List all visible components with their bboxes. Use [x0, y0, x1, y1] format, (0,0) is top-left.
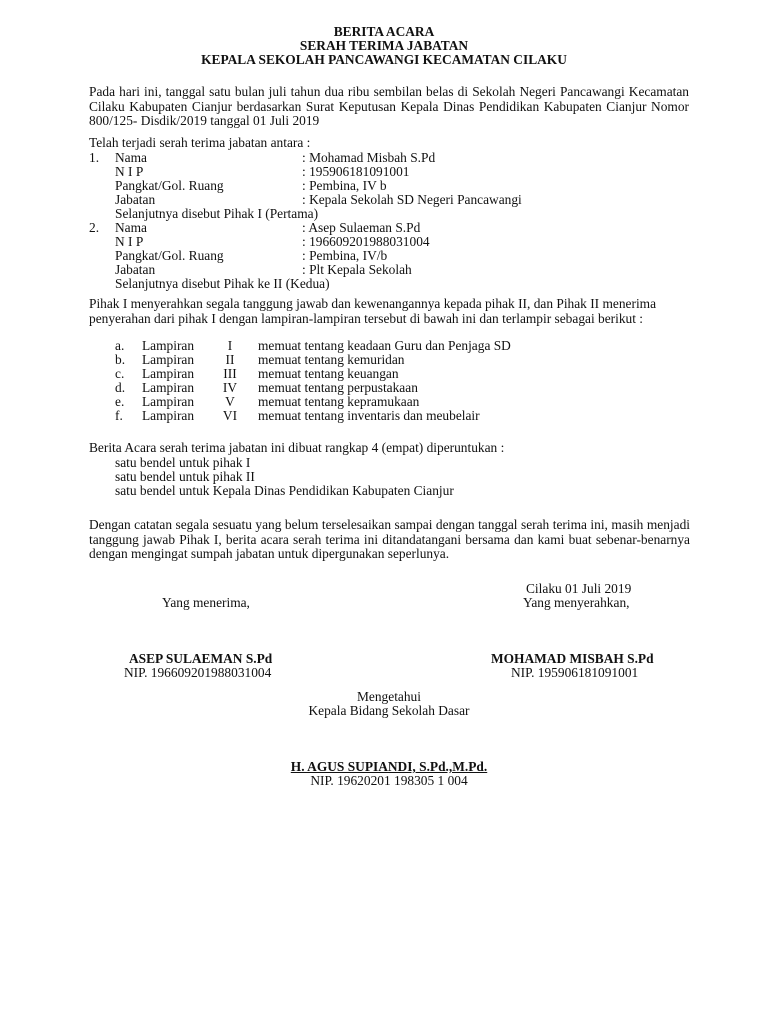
- party2-pangkat-value: : Pembina, IV/b: [302, 248, 388, 263]
- party1-nip-value: : 195906181091001: [302, 164, 410, 179]
- attachment-desc: memuat tentang keuangan: [258, 366, 399, 381]
- giver-name: MOHAMAD MISBAH S.Pd: [491, 651, 654, 666]
- acknowledge-label: Mengetahui: [357, 689, 421, 704]
- party2-nama-value: : Asep Sulaeman S.Pd: [302, 220, 421, 235]
- closing-paragraph: Dengan catatan segala sesuatu yang belum terselesaikan sampai dengan tanggal serah terima ini, masih menjadi tanggung jawab Pihak I, berita acara serah terima ini ditandatangani bersama dan kami buat sebenar-benarnya dengan mengingat sumpah jabatan untuk dipergunakan seperlunya.: [89, 517, 690, 562]
- party2-jabatan-value: : Plt Kepala Sekolah: [302, 262, 412, 277]
- attachment-letter: c.: [115, 366, 125, 381]
- attachment-roman: IV: [222, 380, 238, 395]
- acknowledge-position: Kepala Bidang Sekolah Dasar: [308, 703, 470, 718]
- party2-jabatan-label: Jabatan: [115, 262, 156, 277]
- attachment-roman: III: [223, 366, 237, 381]
- attachment-roman: II: [225, 352, 235, 367]
- attachment-word: Lampiran: [142, 338, 195, 353]
- copy-item: satu bendel untuk pihak I: [115, 455, 251, 470]
- receiver-nip: NIP. 196609201988031004: [124, 665, 272, 680]
- doc-title-line1: BERITA ACARA: [333, 24, 435, 39]
- attachment-word: Lampiran: [142, 394, 195, 409]
- party2-nama-label: Nama: [115, 220, 147, 235]
- party1-nama-value: : Mohamad Misbah S.Pd: [302, 150, 436, 165]
- attachment-desc: memuat tentang perpustakaan: [258, 380, 418, 395]
- place-date: Cilaku 01 Juli 2019: [526, 581, 632, 596]
- attachment-letter: d.: [115, 380, 126, 395]
- attachment-word: Lampiran: [142, 408, 195, 423]
- attachment-letter: b.: [115, 352, 126, 367]
- copies-intro: Berita Acara serah terima jabatan ini dibuat rangkap 4 (empat) diperuntukan :: [89, 440, 505, 455]
- copy-item: satu bendel untuk pihak II: [115, 469, 255, 484]
- copy-item: satu bendel untuk Kepala Dinas Pendidikan Kabupaten Cianjur: [115, 483, 454, 498]
- party1-nama-label: Nama: [115, 150, 147, 165]
- attachment-word: Lampiran: [142, 366, 195, 381]
- receiver-name: ASEP SULAEMAN S.Pd: [129, 651, 273, 666]
- party1-jabatan-label: Jabatan: [115, 192, 156, 207]
- attachment-letter: f.: [115, 408, 123, 423]
- attachment-desc: memuat tentang kepramukaan: [258, 394, 420, 409]
- party2-pangkat-label: Pangkat/Gol. Ruang: [115, 248, 224, 263]
- party2-nip-value: : 196609201988031004: [302, 234, 430, 249]
- party1-pangkat-label: Pangkat/Gol. Ruang: [115, 178, 224, 193]
- receiver-role: Yang menerima,: [162, 595, 250, 610]
- party2-number: 2.: [89, 220, 100, 235]
- attachment-roman: I: [227, 338, 233, 353]
- party1-alias: Selanjutnya disebut Pihak I (Pertama): [115, 206, 319, 221]
- party1-pangkat-value: : Pembina, IV b: [302, 178, 387, 193]
- attachment-desc: memuat tentang kemuridan: [258, 352, 405, 367]
- acknowledge-name: H. AGUS SUPIANDI, S.Pd.,M.Pd.: [290, 759, 488, 774]
- attachment-roman: VI: [222, 408, 238, 423]
- attachment-letter: a.: [115, 338, 125, 353]
- parties-intro: Telah terjadi serah terima jabatan antara :: [89, 135, 311, 150]
- party1-number: 1.: [89, 150, 100, 165]
- attachment-desc: memuat tentang inventaris dan meubelair: [258, 408, 480, 423]
- attachment-letter: e.: [115, 394, 125, 409]
- giver-role: Yang menyerahkan,: [523, 595, 630, 610]
- attachment-roman: V: [225, 394, 235, 409]
- intro-paragraph: Pada hari ini, tanggal satu bulan juli tahun dua ribu sembilan belas di Sekolah Negeri Pancawangi Kecamatan Cilaku Kabupaten Cianjur berdasarkan Surat Keputusan Kepala Dinas Pendidikan Kabupaten Cianjur Nomor 800/125- Disdik/2019 tanggal 01 Juli 2019: [89, 84, 689, 129]
- giver-nip: NIP. 195906181091001: [511, 665, 639, 680]
- attachment-desc: memuat tentang keadaan Guru dan Penjaga SD: [258, 338, 511, 353]
- party1-nip-label: N I P: [115, 164, 144, 179]
- party1-jabatan-value: : Kepala Sekolah SD Negeri Pancawangi: [302, 192, 522, 207]
- attachment-word: Lampiran: [142, 352, 195, 367]
- handover-paragraph: Pihak I menyerahkan segala tanggung jawab dan kewenangannya kepada pihak II, dan Pihak II menerima penyerahan dari pihak I dengan lampiran-lampiran tersebut di bawah ini dan terlampir sebagai berikut :: [89, 296, 657, 326]
- acknowledge-nip: NIP. 19620201 198305 1 004: [310, 773, 468, 788]
- doc-title-line2: SERAH TERIMA JABATAN: [299, 38, 469, 53]
- party2-nip-label: N I P: [115, 234, 144, 249]
- doc-title-line3: KEPALA SEKOLAH PANCAWANGI KECAMATAN CILAKU: [201, 52, 567, 67]
- party2-alias: Selanjutnya disebut Pihak ke II (Kedua): [115, 276, 330, 291]
- attachment-word: Lampiran: [142, 380, 195, 395]
